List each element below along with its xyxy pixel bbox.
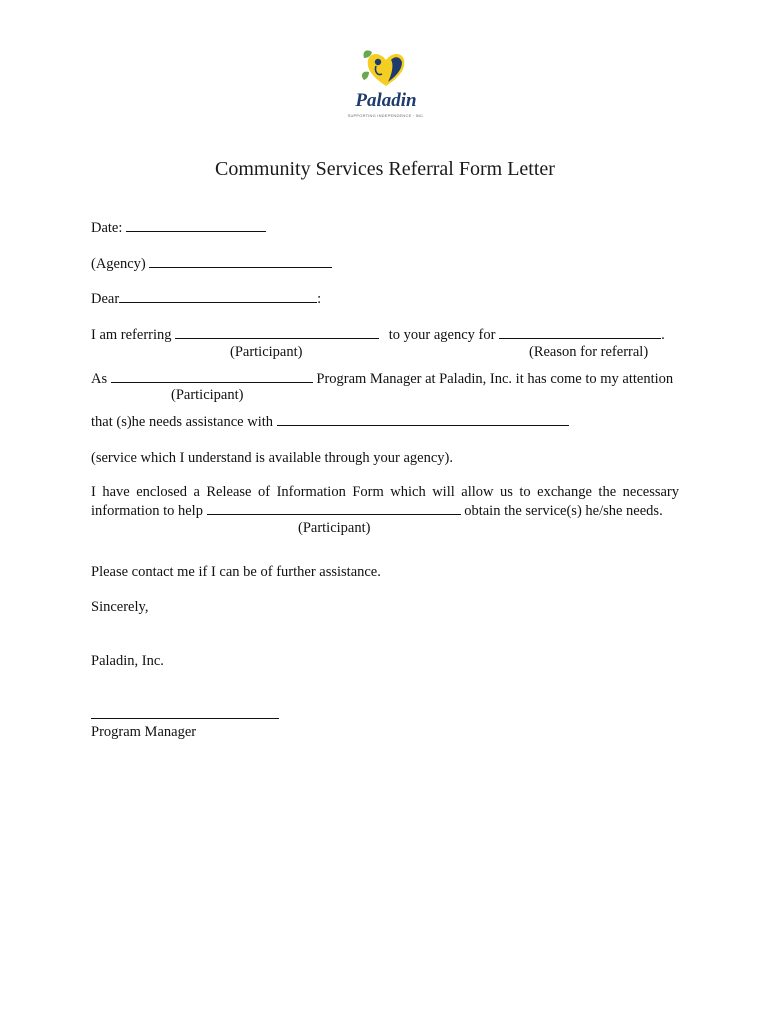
enclosed-participant-blank[interactable] (207, 501, 461, 515)
enclosed-line-1: I have enclosed a Release of Information Form which will allow us to exchange the necessary (91, 484, 679, 500)
contact-line: Please contact me if I can be of further assistance. (91, 564, 381, 580)
agency-label: (Agency) (91, 256, 146, 272)
referring-end: . (661, 327, 665, 343)
referring-participant-blank[interactable] (175, 325, 379, 339)
svg-text:Paladin: Paladin (355, 90, 417, 111)
company-name: Paladin, Inc. (91, 653, 164, 669)
agency-line (91, 254, 332, 273)
assistance-label: that (s)he needs assistance with (91, 414, 274, 430)
as-participant-blank[interactable] (111, 369, 313, 383)
date-line (91, 218, 266, 237)
dear-line (91, 289, 321, 308)
participant-caption-2: (Participant) (171, 387, 244, 403)
agency-blank[interactable] (149, 254, 332, 268)
participant-caption-3: (Participant) (298, 520, 371, 536)
date-label: Date: (91, 220, 123, 236)
reason-caption: (Reason for referral) (529, 344, 649, 360)
paladin-logo (336, 46, 436, 124)
logo-tagline: SUPPORTING INDEPENDENCE · INC. (347, 113, 425, 118)
service-line: (service which I understand is available through your agency). (91, 450, 453, 466)
signature-title: Program Manager (91, 724, 197, 740)
referring-prefix: I am referring (91, 327, 172, 343)
dear-blank[interactable] (119, 289, 317, 303)
enclosed-prefix: information to help (91, 503, 203, 519)
assistance-blank[interactable] (277, 412, 569, 426)
as-prefix: As (91, 371, 108, 387)
referring-middle: to your agency for (388, 327, 496, 343)
signature-line[interactable] (91, 718, 279, 719)
assistance-line (91, 412, 569, 431)
page-title: Community Services Referral Form Letter (215, 158, 555, 180)
enclosed-suffix: obtain the service(s) he/she needs. (464, 503, 663, 519)
enclosed-line-2 (91, 501, 663, 520)
dear-label: Dear (91, 291, 120, 307)
referring-reason-blank[interactable] (499, 325, 661, 339)
participant-caption-1: (Participant) (230, 344, 303, 360)
date-blank[interactable] (126, 218, 266, 232)
closing-text: Sincerely, (91, 599, 149, 615)
dear-colon: : (317, 291, 322, 307)
as-suffix: Program Manager at Paladin, Inc. it has come to my attention (316, 371, 674, 387)
referring-line (91, 325, 665, 344)
